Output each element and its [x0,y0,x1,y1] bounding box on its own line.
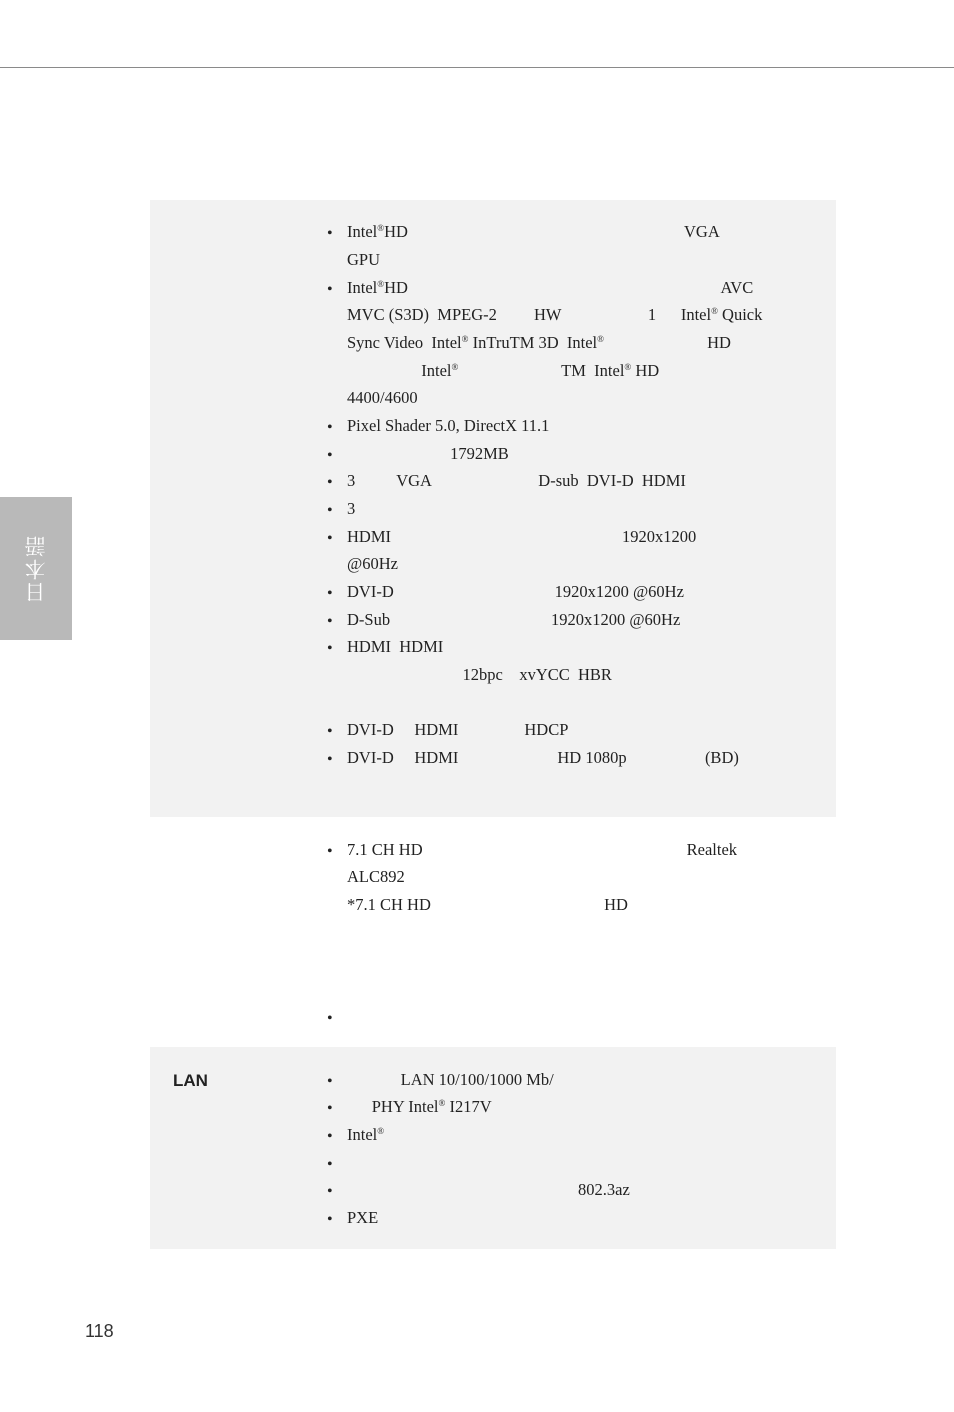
graphics-spec-section [150,200,836,817]
graphics-spec-line: 4400/4600 [347,388,418,407]
lan-section-label: LAN [173,1071,208,1090]
lan-spec-section [150,1047,836,1249]
bullet-marker: • [327,1073,333,1090]
graphics-spec-line: Intel® TM Intel® HD [347,361,660,380]
graphics-spec-line: @60Hz [347,554,398,573]
audio-spec-section [150,817,836,1047]
graphics-spec-line: Intel®HD AVC [347,278,754,297]
bullet-marker: • [327,613,333,630]
bullet-marker: • [327,447,333,464]
bullet-marker: • [327,225,333,242]
bullet-marker: • [327,281,333,298]
bullet-marker: • [327,502,333,519]
graphics-spec-line: MVC (S3D) MPEG-2 HW 1 Intel® Quick [347,305,763,324]
bullet-marker: • [327,1128,333,1145]
lan-spec-line: PHY Intel® I217V [347,1097,492,1116]
audio-spec-line: ALC892 [347,867,405,886]
audio-spec-line: 7.1 CH HD Realtek [347,840,738,859]
bullet-marker: • [327,1183,333,1200]
graphics-spec-line: Pixel Shader 5.0, DirectX 11.1 [347,416,550,435]
bullet-marker: • [327,585,333,602]
bullet-marker: • [327,1100,333,1117]
lan-spec-line: 802.3az [347,1180,630,1199]
lan-spec-line: Intel® [347,1125,385,1144]
graphics-spec-line: DVI-D HDMI HD 1080p (BD) [347,748,739,767]
page-number: 118 [85,1321,114,1341]
bullet-marker: • [327,419,333,436]
graphics-spec-line: GPU [347,250,381,269]
graphics-spec-line: HDMI HDMI [347,637,444,656]
bullet-marker: • [327,1211,333,1228]
graphics-spec-line: DVI-D 1920x1200 @60Hz [347,582,684,601]
bullet-marker: • [327,751,333,768]
bullet-marker: • [327,843,333,860]
bullet-marker: • [327,1010,333,1027]
graphics-spec-line: 3 VGA D-sub DVI-D HDMI [347,471,686,490]
bullet-marker: • [327,530,333,547]
lan-spec-line: PXE [347,1208,379,1227]
graphics-spec-line: 3 [347,499,356,518]
bullet-marker: • [327,723,333,740]
graphics-spec-line: 12bpc xvYCC HBR [347,665,612,684]
graphics-spec-line: 1792MB [347,444,509,463]
top-rule [0,67,954,68]
graphics-spec-line: D-Sub 1920x1200 @60Hz [347,610,681,629]
bullet-marker: • [327,474,333,491]
graphics-spec-line: HDMI 1920x1200 [347,527,697,546]
graphics-spec-line: DVI-D HDMI HDCP [347,720,569,739]
graphics-spec-line: Intel®HD VGA [347,222,720,241]
audio-spec-line: *7.1 CH HD HD [347,895,628,914]
graphics-spec-line: Sync Video Intel® InTruTM 3D Intel® HD [347,333,731,352]
bullet-marker: • [327,1156,333,1173]
lan-spec-line: LAN 10/100/1000 Mb/ [347,1070,554,1089]
bullet-marker: • [327,640,333,657]
language-tab-label: 日本語 [24,534,48,603]
language-side-tab [0,497,72,640]
